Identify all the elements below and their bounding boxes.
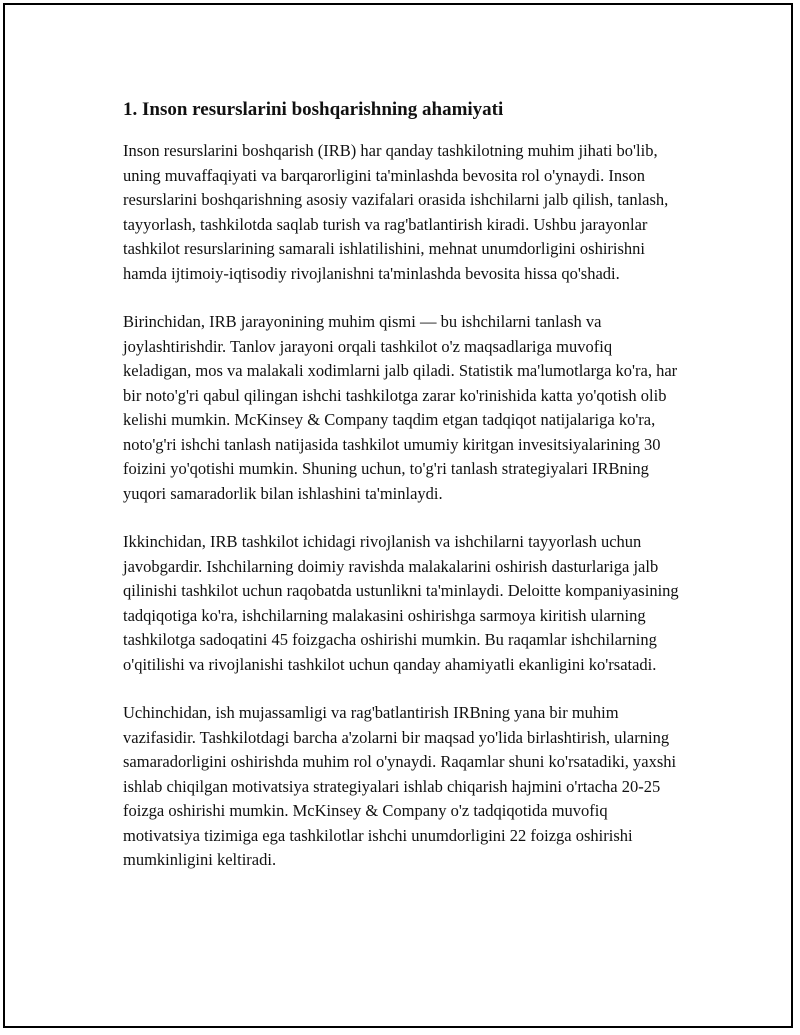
document-content (123, 96, 683, 897)
paragraph-first: Birinchidan, IRB jarayonining muhim qismi — bu ishchilarni tanlash va joylashtirishdir. Tanlov jarayoni orqali tashkilot o'z maqsadlariga muvofiq keladigan, mos va malakali xodimlarni jalb qiladi. Statistik ma'lumotlarga ko'ra, har bir noto'g'ri qabul qilingan ishchi tashkilotga zarar ko'rinishida katta yo'qotish olib kelishi mumkin. McKinsey & Company taqdim etgan tadqiqot natijalariga ko'ra, noto'g'ri ishchi tanlash natijasida tashkilot umumiy kiritgan invesitsiyalarining 30 foizini yo'qotishi mumkin. Shuning uchun, to'g'ri tanlash strategiyalari IRBning yuqori samaradorlik bilan ishlashini ta'minlaydi. (123, 312, 678, 503)
paragraph-second: Ikkinchidan, IRB tashkilot ichidagi rivojlanish va ishchilarni tayyorlash uchun javobgardir. Ishchilarning doimiy ravishda malakalarini oshirish dasturlariga jalb qilinishi tashkilot uchun raqobatda ustunlikni ta'minlaydi. Deloitte kompaniyasining tadqiqotiga ko'ra, ishchilarning malakasini oshirishga sarmoya kiritish ularning tashkilotga sadoqatini 45 foizgacha oshirishi mumkin. Bu raqamlar ishchilarning o'qitilishi va rivojlanishi tashkilot uchun qanday ahamiyatli ekanligini ko'rsatadi. (123, 532, 679, 674)
page-frame (3, 3, 793, 1028)
paragraph-third: Uchinchidan, ish mujassamligi va rag'batlantirish IRBning yana bir muhim vazifasidir. Tashkilotdagi barcha a'zolarni bir maqsad yo'lida birlashtirish, ularning samaradorligini oshirishda muhim rol o'ynaydi. Raqamlar shuni ko'rsatadiki, yaxshi ishlab chiqilgan motivatsiya strategiyalari ishlab chiqarish hajmini o'rtacha 20-25 foizga oshirishi mumkin. McKinsey & Company o'z tadqiqotida muvofiq motivatsiya tizimiga ega tashkilotlar ishchi unumdorligini 22 foizga oshirishi mumkinligini keltiradi. (123, 703, 677, 869)
document-title: 1. Inson resurslarini boshqarishning ahamiyati (123, 99, 504, 120)
paragraph-intro: Inson resurslarini boshqarish (IRB) har qanday tashkilotning muhim jihati bo'lib, uning muvaffaqiyati va barqarorligini ta'minlashda bevosita rol o'ynaydi. Inson resurslarini boshqarishning asosiy vazifalari orasida ishchilarni jalb qilish, tanlash, tayyorlash, tashkilotda saqlab turish va rag'batlantirish kiradi. Ushbu jarayonlar tashkilot resurslarining samarali ishlatilishini, mehnat unumdorligini oshirishni hamda ijtimoiy-iqtisodiy rivojlanishni ta'minlashda bevosita hissa qo'shadi. (123, 141, 669, 283)
